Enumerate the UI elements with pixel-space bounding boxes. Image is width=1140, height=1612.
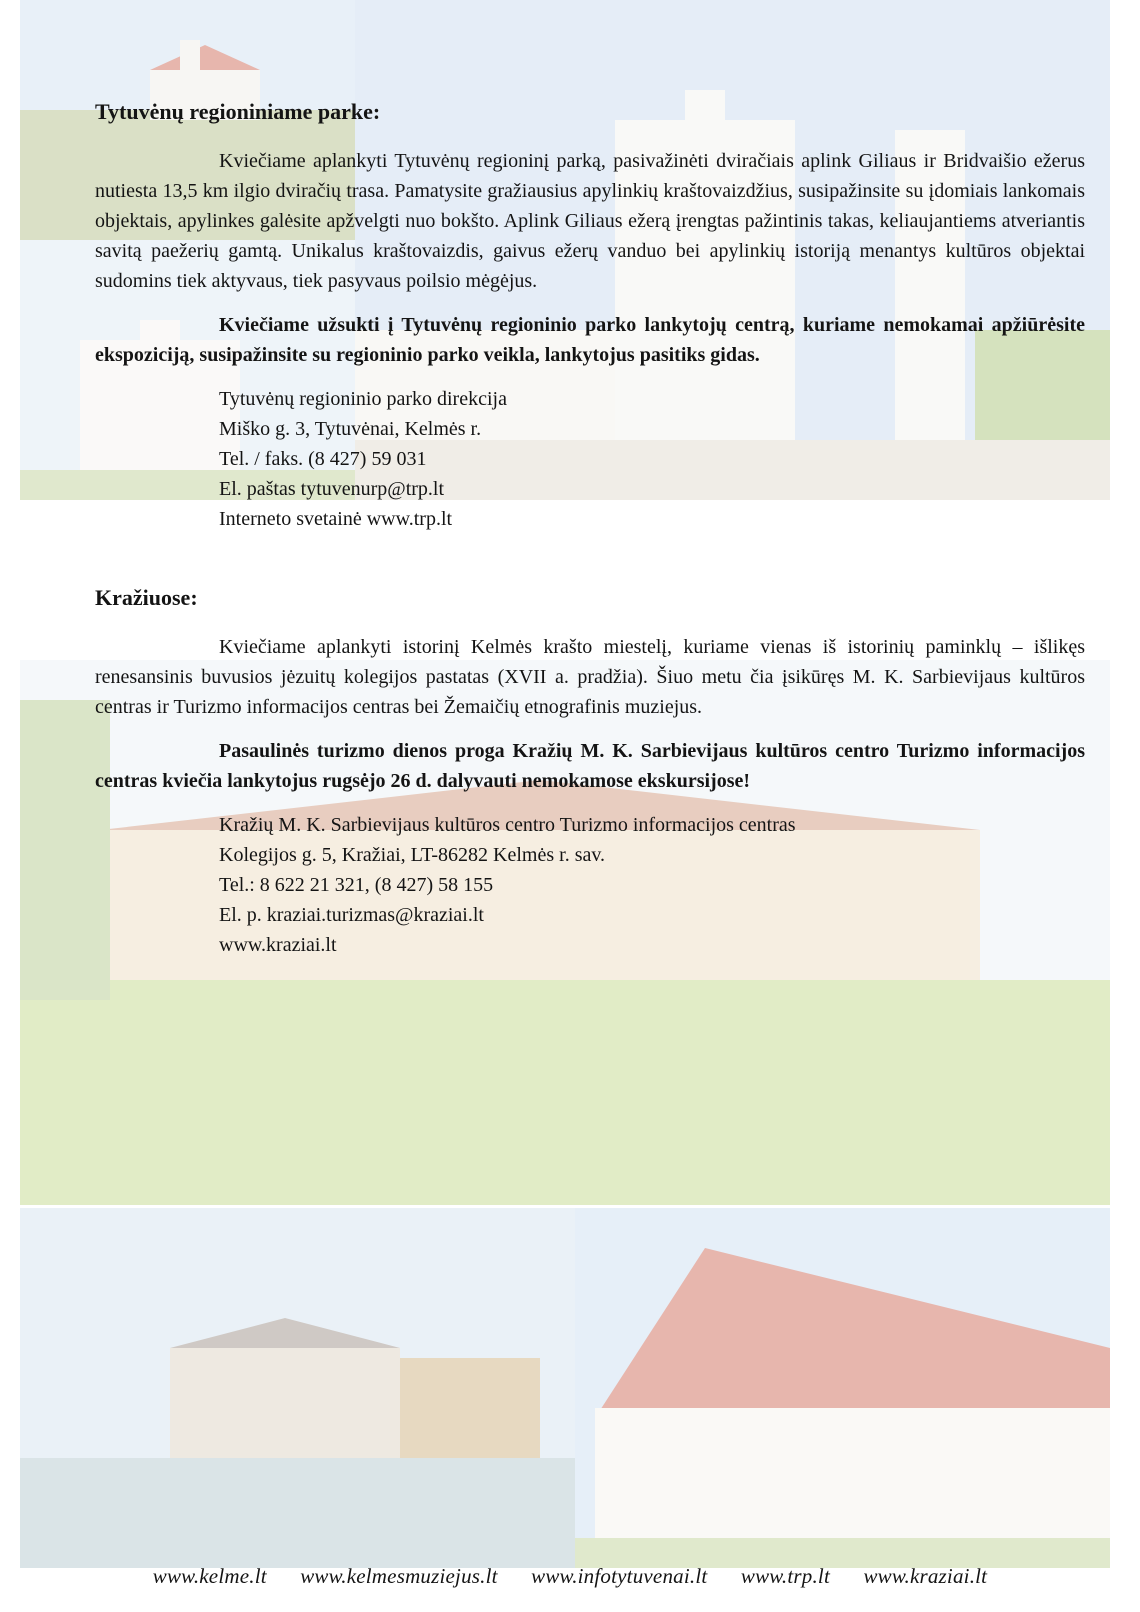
contact-phone: Tel.: 8 622 21 321, (8 427) 58 155 bbox=[219, 874, 494, 896]
section-kraziai bbox=[95, 584, 1085, 960]
section-heading: Tytuvėnų regioniniame parke: bbox=[95, 99, 381, 124]
contact-address: Kolegijos g. 5, Kražiai, LT-86282 Kelmės r. sav. bbox=[219, 844, 606, 866]
contact-email: El. paštas tytuvenurp@trp.lt bbox=[219, 478, 445, 500]
section-tytuvenai bbox=[95, 98, 1085, 534]
contact-website: Interneto svetainė www.trp.lt bbox=[219, 508, 453, 530]
contact-name: Kražių M. K. Sarbievijaus kultūros centro Turizmo informacijos centras bbox=[219, 814, 796, 836]
contact-block bbox=[219, 384, 1085, 534]
contact-address: Miško g. 3, Tytuvėnai, Kelmės r. bbox=[219, 418, 482, 440]
footer-link-trp[interactable]: www.trp.lt bbox=[740, 1564, 830, 1588]
footer-link-kraziai[interactable]: www.kraziai.lt bbox=[863, 1564, 988, 1588]
footer-link-kelme[interactable]: www.kelme.lt bbox=[152, 1564, 267, 1588]
main-content bbox=[95, 98, 1085, 960]
footer-link-infotytuvenai[interactable]: www.infotytuvenai.lt bbox=[531, 1564, 708, 1588]
invitation-paragraph: Pasaulinės turizmo dienos proga Kražių M. K. Sarbievijaus kultūros centro Turizmo informacijos centras kviečia lankytojus rugsėjo 26 d. dalyvauti nemokamose ekskursijose! bbox=[95, 740, 1085, 792]
red-roof-building-photo bbox=[575, 1208, 1110, 1568]
footer-links bbox=[0, 1564, 1140, 1589]
contact-website: www.kraziai.lt bbox=[219, 934, 337, 956]
invitation-paragraph: Kviečiame užsukti į Tytuvėnų regioninio parko lankytojų centrą, kuriame nemokamai apžiūrėsite ekspoziciją, susipažinsite su regioninio parko veikla, lankytojus pasitiks gidas. bbox=[95, 314, 1085, 366]
contact-name: Tytuvėnų regioninio parko direkcija bbox=[219, 388, 507, 410]
mill-photo bbox=[20, 1208, 575, 1568]
contact-block bbox=[219, 810, 1085, 960]
intro-paragraph: Kviečiame aplankyti istorinį Kelmės krašto miestelį, kuriame vienas iš istorinių paminklų – išlikęs renesansinis buvusios jėzuitų kolegijos pastatas (XVII a. pradžia). Šiuo metu čia įsikūręs M. K. Sarbievijaus kultūros centras ir Turizmo informacijos centras bei Žemaičių etnografinis muziejus. bbox=[95, 636, 1085, 718]
contact-email: El. p. kraziai.turizmas@kraziai.lt bbox=[219, 904, 484, 926]
contact-phone: Tel. / faks. (8 427) 59 031 bbox=[219, 448, 427, 470]
footer-link-kelmesmuziejus[interactable]: www.kelmesmuziejus.lt bbox=[300, 1564, 498, 1588]
section-heading: Kražiuose: bbox=[95, 585, 198, 610]
intro-paragraph: Kviečiame aplankyti Tytuvėnų regioninį parką, pasivažinėti dviračiais aplink Giliaus ir Bridvaišio ežerus nutiesta 13,5 km ilgio dviračių trasa. Pamatysite gražiausius apylinkių kraštovaizdžius, susipažinsite su įdomiais lankomais objektais, apylinkes galėsite apžvelgti nuo bokšto. Aplink Giliaus ežerą įrengtas pažintinis takas, keliaujantiems atveriantis savitą paežerių gamtą. Unikalus kraštovaizdis, gaivus ežerų vanduo bei apylinkių istoriją menantys kultūros objektai sudomins tiek aktyvaus, tiek pasyvaus poilsio mėgėjus. bbox=[95, 150, 1085, 292]
